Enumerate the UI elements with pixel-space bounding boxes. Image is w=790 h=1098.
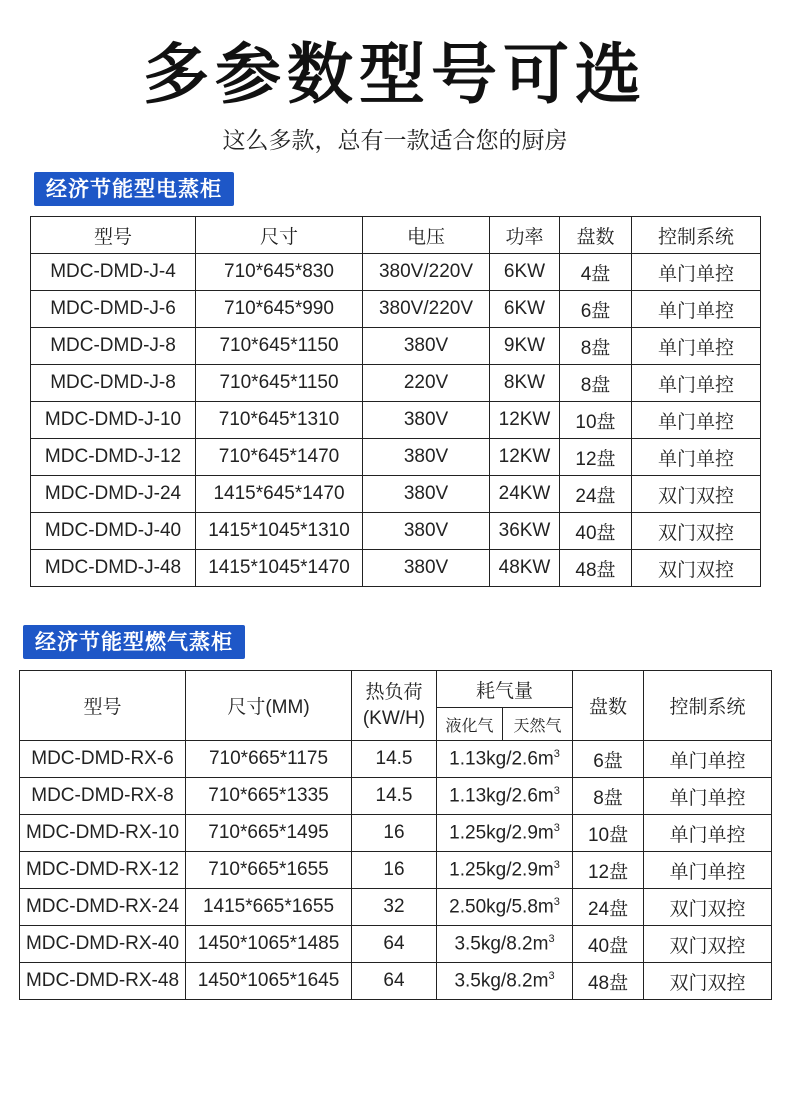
cell-control: 单门单控 xyxy=(644,778,772,815)
cell-control: 单门单控 xyxy=(644,852,772,889)
cell-gas-consumption xyxy=(437,852,573,889)
cell-model: MDC-DMD-RX-10 xyxy=(20,815,186,852)
table-row xyxy=(20,778,772,815)
cell-power: 8KW xyxy=(490,365,560,402)
column-header-power: 功率 xyxy=(490,217,560,254)
cell-size: 1415*645*1470 xyxy=(196,476,363,513)
cell-heat-load: 14.5 xyxy=(352,778,437,815)
cubic-superscript: 3 xyxy=(548,932,555,945)
cell-trays: 12盘 xyxy=(560,439,632,476)
table-row xyxy=(20,815,772,852)
table-row xyxy=(31,513,761,550)
cell-size: 710*645*1150 xyxy=(196,328,363,365)
cell-model: MDC-DMD-J-12 xyxy=(31,439,196,476)
column-header-trays: 盘数 xyxy=(560,217,632,254)
cell-control: 双门双控 xyxy=(644,889,772,926)
cell-power: 6KW xyxy=(490,254,560,291)
cell-size: 710*665*1175 xyxy=(186,741,352,778)
cell-model: MDC-DMD-J-24 xyxy=(31,476,196,513)
cell-voltage: 380V xyxy=(363,439,490,476)
cubic-superscript: 3 xyxy=(553,821,560,834)
gas-consumption-value: 1.13kg/2.6m xyxy=(449,785,554,807)
cell-model: MDC-DMD-J-48 xyxy=(31,550,196,587)
cell-heat-load: 64 xyxy=(352,963,437,1000)
cell-trays: 8盘 xyxy=(560,328,632,365)
cell-model: MDC-DMD-RX-12 xyxy=(20,852,186,889)
cell-control: 单门单控 xyxy=(644,741,772,778)
cell-trays: 4盘 xyxy=(560,254,632,291)
cell-control: 双门双控 xyxy=(644,926,772,963)
column-header-model: 型号 xyxy=(31,217,196,254)
table-row xyxy=(31,328,761,365)
column-header-control: 控制系统 xyxy=(644,671,772,741)
cell-gas-consumption xyxy=(437,815,573,852)
cell-gas-consumption xyxy=(437,889,573,926)
cell-size: 710*645*990 xyxy=(196,291,363,328)
column-header-natural-gas: 天然气 xyxy=(503,708,573,741)
cell-voltage: 380V xyxy=(363,550,490,587)
cell-control: 单门单控 xyxy=(632,439,761,476)
table-header-row xyxy=(31,217,761,254)
table-row xyxy=(31,439,761,476)
cell-heat-load: 16 xyxy=(352,815,437,852)
cell-voltage: 380V xyxy=(363,513,490,550)
cell-gas-consumption xyxy=(437,778,573,815)
cell-control: 单门单控 xyxy=(632,402,761,439)
cell-trays: 6盘 xyxy=(560,291,632,328)
table-header-row xyxy=(20,671,772,708)
gas-steamer-table xyxy=(19,670,772,1000)
cell-model: MDC-DMD-J-6 xyxy=(31,291,196,328)
cell-heat-load: 64 xyxy=(352,926,437,963)
cell-heat-load: 14.5 xyxy=(352,741,437,778)
cell-trays: 24盘 xyxy=(573,889,644,926)
column-header-control: 控制系统 xyxy=(632,217,761,254)
cell-voltage: 380V xyxy=(363,328,490,365)
cell-control: 单门单控 xyxy=(632,254,761,291)
cell-model: MDC-DMD-J-4 xyxy=(31,254,196,291)
column-header-size: 尺寸(MM) xyxy=(186,671,352,741)
table-row xyxy=(20,963,772,1000)
column-header-heat-load xyxy=(352,671,437,741)
table-row xyxy=(20,852,772,889)
cell-power: 6KW xyxy=(490,291,560,328)
column-header-model: 型号 xyxy=(20,671,186,741)
cell-control: 双门双控 xyxy=(632,476,761,513)
cell-model: MDC-DMD-RX-40 xyxy=(20,926,186,963)
cell-heat-load: 16 xyxy=(352,852,437,889)
cell-trays: 24盘 xyxy=(560,476,632,513)
column-header-gas-consumption: 耗气量 xyxy=(437,671,573,708)
cell-power: 12KW xyxy=(490,402,560,439)
cubic-superscript: 3 xyxy=(553,784,560,797)
cell-voltage: 380V xyxy=(363,402,490,439)
cell-voltage: 380V/220V xyxy=(363,254,490,291)
cell-control: 双门双控 xyxy=(644,963,772,1000)
cell-voltage: 380V/220V xyxy=(363,291,490,328)
heat-load-line1: 热负荷 xyxy=(365,681,423,703)
cell-size: 1415*1045*1310 xyxy=(196,513,363,550)
cell-control: 单门单控 xyxy=(632,365,761,402)
gas-consumption-value: 2.50kg/5.8m xyxy=(449,896,554,918)
column-header-voltage: 电压 xyxy=(363,217,490,254)
cell-model: MDC-DMD-J-10 xyxy=(31,402,196,439)
section-label-electric: 经济节能型电蒸柜 xyxy=(34,172,234,206)
cell-size: 1450*1065*1645 xyxy=(186,963,352,1000)
electric-steamer-table xyxy=(30,216,761,587)
cell-trays: 6盘 xyxy=(573,741,644,778)
cell-model: MDC-DMD-J-8 xyxy=(31,365,196,402)
cell-size: 710*645*1470 xyxy=(196,439,363,476)
cell-trays: 8盘 xyxy=(573,778,644,815)
cell-power: 12KW xyxy=(490,439,560,476)
cell-trays: 12盘 xyxy=(573,852,644,889)
cubic-superscript: 3 xyxy=(553,747,560,760)
heat-load-line2: (KW/H) xyxy=(362,707,426,729)
gas-consumption-value: 3.5kg/8.2m xyxy=(454,970,549,992)
cubic-superscript: 3 xyxy=(548,969,555,982)
table-row xyxy=(31,402,761,439)
gas-consumption-value: 1.25kg/2.9m xyxy=(449,859,554,881)
column-header-trays: 盘数 xyxy=(573,671,644,741)
cell-size: 710*665*1335 xyxy=(186,778,352,815)
cell-model: MDC-DMD-RX-24 xyxy=(20,889,186,926)
cubic-superscript: 3 xyxy=(553,858,560,871)
cell-gas-consumption xyxy=(437,741,573,778)
cell-trays: 10盘 xyxy=(560,402,632,439)
cell-size: 710*645*830 xyxy=(196,254,363,291)
cell-model: MDC-DMD-RX-6 xyxy=(20,741,186,778)
cell-size: 710*645*1150 xyxy=(196,365,363,402)
table-row xyxy=(31,365,761,402)
cell-voltage: 380V xyxy=(363,476,490,513)
cell-gas-consumption xyxy=(437,963,573,1000)
cell-trays: 8盘 xyxy=(560,365,632,402)
cell-model: MDC-DMD-RX-8 xyxy=(20,778,186,815)
cell-trays: 48盘 xyxy=(560,550,632,587)
cell-control: 单门单控 xyxy=(644,815,772,852)
table-row xyxy=(20,889,772,926)
column-header-lpg: 液化气 xyxy=(437,708,503,741)
cell-trays: 10盘 xyxy=(573,815,644,852)
table-row xyxy=(31,254,761,291)
cell-control: 双门双控 xyxy=(632,550,761,587)
cell-control: 双门双控 xyxy=(632,513,761,550)
cell-model: MDC-DMD-J-8 xyxy=(31,328,196,365)
table-row xyxy=(20,741,772,778)
cell-power: 24KW xyxy=(490,476,560,513)
cell-size: 1415*665*1655 xyxy=(186,889,352,926)
cell-size: 710*665*1495 xyxy=(186,815,352,852)
cell-voltage: 220V xyxy=(363,365,490,402)
cell-heat-load: 32 xyxy=(352,889,437,926)
gas-consumption-value: 3.5kg/8.2m xyxy=(454,933,549,955)
gas-consumption-value: 1.13kg/2.6m xyxy=(449,748,554,770)
section-label-gas: 经济节能型燃气蒸柜 xyxy=(23,625,245,659)
table-row xyxy=(31,291,761,328)
cubic-superscript: 3 xyxy=(553,895,560,908)
cell-power: 48KW xyxy=(490,550,560,587)
table-row xyxy=(31,550,761,587)
table-row xyxy=(31,476,761,513)
cell-model: MDC-DMD-RX-48 xyxy=(20,963,186,1000)
cell-gas-consumption xyxy=(437,926,573,963)
cell-trays: 40盘 xyxy=(573,926,644,963)
page-subtitle: 这么多款，总有一款适合您的厨房 xyxy=(222,128,568,154)
table-row xyxy=(20,926,772,963)
gas-consumption-value: 1.25kg/2.9m xyxy=(449,822,554,844)
cell-size: 710*645*1310 xyxy=(196,402,363,439)
cell-trays: 48盘 xyxy=(573,963,644,1000)
cell-power: 9KW xyxy=(490,328,560,365)
cell-control: 单门单控 xyxy=(632,291,761,328)
cell-size: 710*665*1655 xyxy=(186,852,352,889)
cell-trays: 40盘 xyxy=(560,513,632,550)
cell-size: 1415*1045*1470 xyxy=(196,550,363,587)
cell-control: 单门单控 xyxy=(632,328,761,365)
page-title: 多参数型号可选 xyxy=(143,36,647,113)
column-header-size: 尺寸 xyxy=(196,217,363,254)
cell-size: 1450*1065*1485 xyxy=(186,926,352,963)
cell-model: MDC-DMD-J-40 xyxy=(31,513,196,550)
cell-power: 36KW xyxy=(490,513,560,550)
